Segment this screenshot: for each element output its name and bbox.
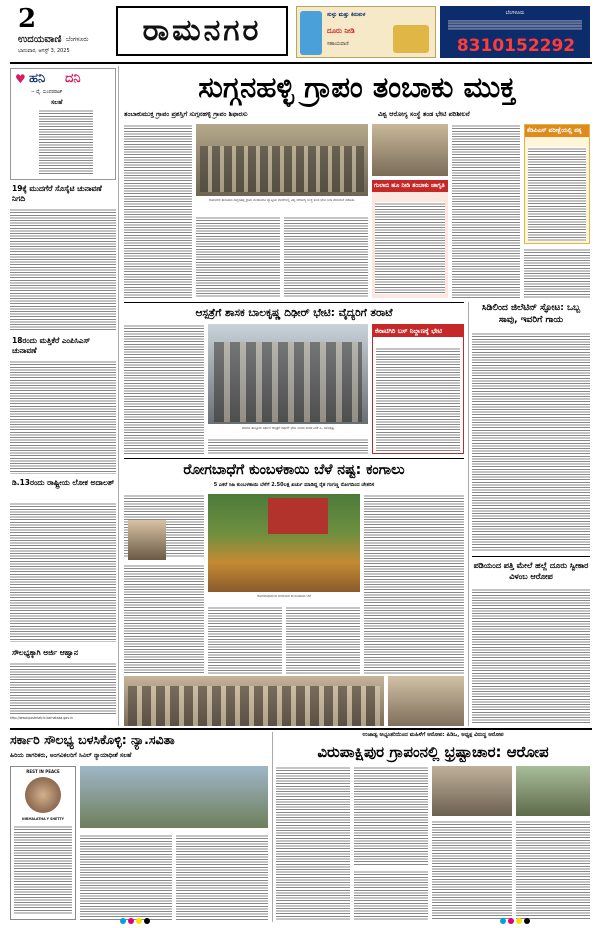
reg-dot-magenta-2 [508,918,514,924]
reg-dot-black-2 [524,918,530,924]
section-title: ರಾಮನಗರ [116,6,288,56]
pumpkin-col-4 [364,494,464,674]
reg-dot-black [144,918,150,924]
group-photo [124,676,384,726]
pumpkin-photo-truck [268,498,328,534]
sidebar-1-body [375,202,445,294]
ad-right-title: ಬೆಂಗಳೂರು [505,10,525,16]
masthead-city: ಬೆಂಗಳೂರು [66,36,89,43]
lead-col-2 [196,216,280,298]
mid-box-body [376,347,460,451]
lead-caption: ರಾಮನಗರ ತಾಲೂಕಿನ ಸುಗ್ಗನಹಳ್ಳಿ ಗ್ರಾಮ ಪಂಚಾಯಿತಿ ವ್ಯಾಪ್ತಿಯ ಶಾಲೆಗಳಲ್ಲಿ ವಿಶ್ವ ಆರೋಗ್ಯ ಸಂಸ್ಥೆ ತಂಡ ಭೇಟಿ ನೀಡಿ ಪರಿಶೀಲನೆ ನಡೆಸಿತು. [208,198,356,202]
lead-sidebar-2 [524,124,590,244]
bottom-center-col-3 [432,820,512,920]
bottom-center-headline: ವಿರುಪಾಕ್ಷಿಪುರ ಗ್ರಾಪಂನಲ್ಲಿ ಭ್ರಷ್ಟಾಚಾರ: ಆರೋಪ [317,743,549,761]
lead-photo [196,124,368,196]
mid-col-2 [208,438,368,454]
lead-headline: ಸುಗ್ಗನಹಳ್ಳಿ ಗ್ರಾಪಂ ತಂಬಾಕು ಮುಕ್ತ [198,70,516,104]
bottom-center-col-4 [516,820,590,920]
bottom-left-subhead: ಹಿರಿಯ ನಾಗರಿಕರು, ಅಂಗವಿಕಲರಿಗೆ ಸಿವಿಲ್ ನ್ಯಾಯಾಧೀಶೆ ಸಲಹೆ [10,752,132,759]
ad-logo [393,25,429,53]
bottom-divider [272,732,273,922]
story1-headline: 19ಕ್ಕೆ ಮುದಗೆರೆ ಸೊಸೈಟಿ ಚುನಾವಣೆ ನಿಗದಿ [12,184,102,203]
lead-col-5 [524,248,590,298]
mid-caption: ಮಾಗಡಿ ತಾಲ್ಲೂಕು ಸರ್ಕಾರಿ ಆಸ್ಪತ್ರೆಗೆ ದಿಢೀರ್ ಭೇಟಿ ನೀಡಿದ ಶಾಸಕ ಎಚ್.ಸಿ. ಬಾಲಕೃಷ್ಣ [241,426,335,430]
mid-photo [208,324,368,424]
story2-body [10,360,116,474]
poem-title: ಸಲಹೆ [51,99,63,106]
story4-headline: ಸೌಲಭ್ಯಕ್ಕಾಗಿ ಅರ್ಜಿ ಆಹ್ವಾನ [12,648,79,657]
bottom-center-kicker: ಉಜಾಡ್ವ ಅಭ್ಯಂತರಿಯಿಂದ ಮಹಿಳೆಗೆ ಆರೋಪ: ಪಿಡಿಒ, ಅಧ್ಯಕ್ಷ ವಿರುದ್ಧ ಆರೋಪ [362,732,504,738]
bottom-center-photo-2 [516,766,590,816]
left-column-divider [118,66,119,726]
sidebar-2-body [528,147,586,241]
pumpkin-photo [208,494,360,592]
bottom-center-photo [432,766,512,816]
mid-box-title: ಕೆನಾಟಿಗಿರಿ ಬಸ್ ನಿಲ್ದಾಣಕ್ಕೆ ಭೇಟಿ [373,325,463,337]
right-headline-2: ಪಡಿಯಂದ ಪತ್ತಿ ಮೇಲೆ ಹಲ್ಲೆ ದೂರು ಸ್ವೀಕಾರ ವಿಳಂಬ ಆರೋಪ [473,561,589,581]
mid-photo-people [214,342,362,422]
obituary-photo [25,777,61,813]
group-photo-people [128,686,380,726]
registration-marks-2 [500,918,530,924]
heart-icon: ♥ [15,72,26,86]
brand-honi: ಹನಿ [29,71,46,86]
pumpkin-col-3 [286,606,360,674]
honi-byline: ~ ವೈ. ಸುಂದರರಾಜ್ [31,90,63,95]
bottom-left-photo [80,766,268,828]
mid-col-1 [124,324,204,454]
story4-body [10,662,116,714]
lead-col-1 [124,124,192,298]
obituary-body [14,825,72,915]
bottom-center-col-2 [354,766,428,866]
brand-dani: ದನಿ [65,71,81,86]
poem-body [39,109,93,175]
lead-col-3 [284,216,368,298]
right-rule [472,556,590,557]
lead-subhead-2: ವಿಶ್ವ ಆರೋಗ್ಯ ಸಂಸ್ಥೆ ತಂಡ ಭೇಟಿ ಪರಿಶೀಲನೆ [378,110,470,118]
masthead-date: ಭಾನುವಾರ, ಆಗಸ್ಟ್ 3, 2025 [18,48,70,54]
reg-dot-cyan [120,918,126,924]
pumpkin-rule [124,458,464,459]
reg-dot-magenta [128,918,134,924]
right-body-2 [472,588,590,724]
story3-headline: ಡಿ.13ರಂದು ರಾಷ್ಟ್ರೀಯ ಲೋಕ ಅದಾಲತ್ [12,478,115,487]
pumpkin-headline: ರೋಗಬಾಧೆಗೆ ಕುಂಬಳಕಾಯಿ ಬೆಳೆ ನಷ್ಟ: ಕಂಗಾಲು [183,462,405,478]
obituary-box [10,766,76,920]
top-ad-right[interactable] [440,6,590,58]
rest-in-peace: REST IN PEACE [26,769,60,774]
masthead-rule [10,62,592,64]
ad-phone: 8310152292 [456,36,576,56]
right-column-divider [468,302,469,726]
right-body [472,332,590,552]
story4-url[interactable]: http://www.postmatric.karnataka.gov.in [10,716,73,720]
reg-dot-cyan-2 [500,918,506,924]
bottom-left-col-1 [80,834,172,920]
lead-subhead: ತಂಬಾಕುಮುಕ್ತ ಗ್ರಾಪಂ ಪ್ರಶಸ್ತಿಗೆ ಸುಗ್ಗನಹಳ್ಳಿ ಗ್ರಾಪಂ ಶಿಫಾರಸು [124,110,248,118]
paper-name: ಉದಯವಾಣಿ [18,34,62,45]
story2-headline: 18ರಂದು ಮತ್ತಿಕೆರೆ ಎಂಪಿಸಿಎಸ್ ಚುನಾವಣೆ [12,336,91,355]
ad-line-1: ಸುಳ್ಳು ಮತ್ತು ಕಿರುಕುಳ [327,12,366,18]
right-headline: ಸಿಡಿಲಿಂದ ಜಿಲೆಟಿನ್ ಸ್ಫೋಟ: ಒಬ್ಬ ಸಾವು, ಇವರಿಗೆ ಗಾಯ [481,303,581,325]
ad-line-3: ಸಹಾಯವಾಣಿ [327,41,349,47]
reg-dot-yellow [136,918,142,924]
registration-marks [120,918,150,924]
bottom-center-col-1 [276,766,350,920]
pumpkin-col-1b [124,564,204,674]
obituary-name: NIRMALATHA Y SHETTY [22,817,64,821]
mid-box [372,324,464,454]
bottom-center-col-5 [354,870,428,920]
top-ad-center[interactable] [296,6,436,58]
left-column [10,66,116,726]
pumpkin-caption: ರೋಗಬಾಧೆಯಿಂದ ಕಂಗಾಲಾದ ಕುಂಬಳಕಾಯಿ ಬೆಳೆ [257,594,311,598]
bottom-rule [10,728,592,730]
bottom-left-headline: ಸರ್ಕಾರಿ ಸೌಲಭ್ಯ ಬಳಸಿಕೊಳ್ಳಿ: ನ್ಯಾ.ಸವಿತಾ [10,732,175,747]
pumpkin-col-2 [208,606,282,674]
page-number: 2 [18,4,37,34]
honi-dani-box [10,68,116,180]
pumpkin-farmer-photo [128,520,166,560]
lead-photo-crowd [200,146,364,192]
lead-col-4 [452,124,520,298]
ad-line-2: ದೂರು ನೀಡಿ [327,27,355,35]
story3-body [10,502,116,642]
sidebar-2-title: ಕೆಡಿಪಿಎಸ್ ಪರೀಕ್ಷೆಯಲ್ಲಿ ಪಕ್ಕ [525,125,589,137]
story1-body [10,208,116,330]
masthead [0,0,600,66]
ad-right-text [448,20,582,30]
pumpkin-subhead: 5 ಎಕರೆ ಸಿಹಿ ಕುಂಬಳಕಾಯಿ ಬೆಳೆಗೆ 2.50ಲಕ್ಷ ಖರ್ಚು ಮಾಡಿದ್ದ ರೈತ ಗಂಗಣ್ಣ ರೋಗದಿಂದ ಚೇತರಿಸ [213,482,375,488]
lead-sidebar-1 [372,180,448,298]
bottom-left-col-2 [176,834,268,920]
reg-dot-yellow-2 [516,918,522,924]
lead-rule [124,302,464,303]
small-photo [388,676,464,726]
ad-figure [300,11,322,55]
lead-photo-2 [372,124,448,176]
sidebar-1-title: ಗುಲಾಬಿ ಹೂ ನೀಡಿ ತಂಬಾಕು ಜಾಗೃತಿ [372,180,448,192]
mid-headline: ಆಸ್ಪತ್ರೆಗೆ ಶಾಸಕ ಬಾಲಕೃಷ್ಣ ದಿಢೀರ್ ಭೇಟಿ: ವೈದ್ಯರಿಗೆ ತರಾಟೆ [195,307,393,319]
